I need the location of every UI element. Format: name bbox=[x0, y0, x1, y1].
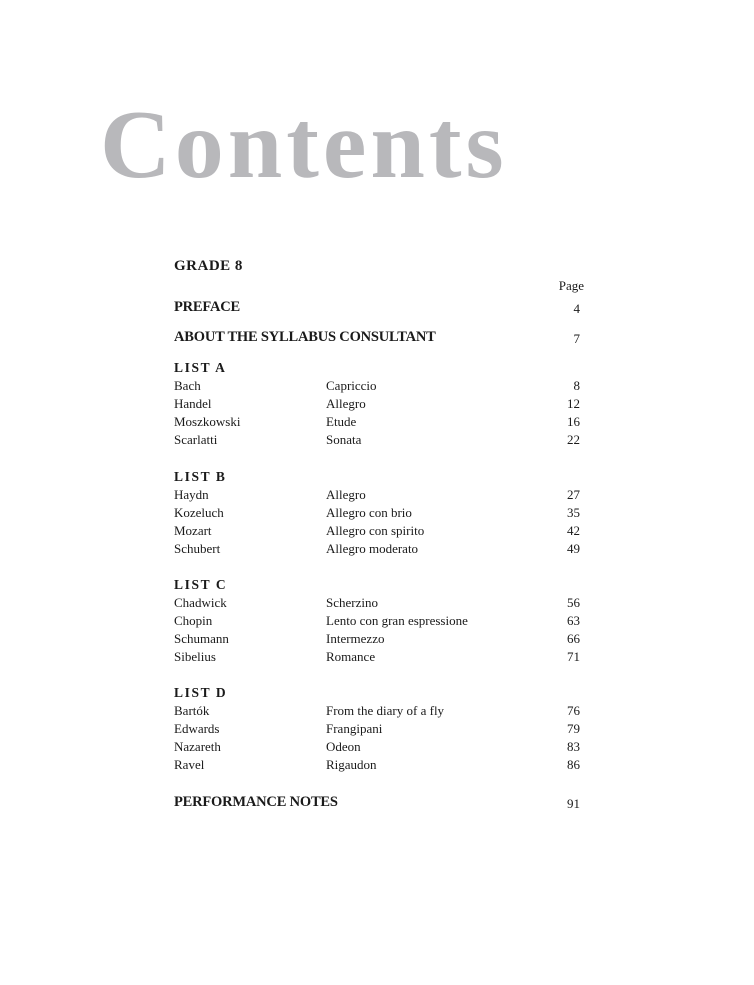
list-item bbox=[174, 721, 580, 739]
list-item bbox=[174, 739, 580, 757]
page-number: 83 bbox=[567, 739, 580, 754]
composer-name: Schumann bbox=[174, 631, 229, 646]
piece-title: From the diary of a fly bbox=[326, 703, 445, 718]
page-number: 27 bbox=[567, 487, 580, 502]
preface-entry: PREFACE bbox=[174, 299, 240, 315]
page-number: 35 bbox=[567, 505, 580, 520]
grade-heading: GRADE 8 bbox=[174, 258, 243, 274]
list-item bbox=[174, 631, 580, 649]
about-consultant-page: 7 bbox=[573, 331, 580, 346]
performance-notes-entry: PERFORMANCE NOTES bbox=[174, 794, 338, 810]
page-number: 86 bbox=[567, 757, 580, 772]
list-item bbox=[174, 523, 580, 541]
table-of-contents bbox=[174, 0, 584, 985]
composer-name: Sibelius bbox=[174, 649, 216, 664]
page-number: 16 bbox=[567, 414, 580, 429]
composer-name: Scarlatti bbox=[174, 432, 218, 447]
page-number: 76 bbox=[567, 703, 580, 718]
list-item bbox=[174, 487, 580, 505]
composer-name: Kozeluch bbox=[174, 505, 224, 520]
composer-name: Chopin bbox=[174, 613, 213, 628]
list-b-heading: LIST B bbox=[174, 469, 227, 484]
list-item bbox=[174, 378, 580, 396]
page-column-label: Page bbox=[558, 278, 584, 293]
piece-title: Intermezzo bbox=[326, 631, 385, 646]
page-number: 12 bbox=[567, 396, 580, 411]
composer-name: Ravel bbox=[174, 757, 205, 772]
composer-name: Bach bbox=[174, 378, 201, 393]
list-item bbox=[174, 505, 580, 523]
page-number: 42 bbox=[567, 523, 580, 538]
page-title: Contents bbox=[100, 91, 508, 199]
piece-title: Frangipani bbox=[326, 721, 383, 736]
list-item bbox=[174, 757, 580, 775]
list-item bbox=[174, 595, 580, 613]
composer-name: Bartók bbox=[174, 703, 210, 718]
about-consultant-entry: ABOUT THE SYLLABUS CONSULTANT bbox=[174, 329, 436, 345]
piece-title: Allegro bbox=[326, 487, 366, 502]
list-d-heading: LIST D bbox=[174, 685, 228, 700]
page-number: 56 bbox=[567, 595, 580, 610]
page-number: 66 bbox=[567, 631, 580, 646]
piece-title: Rigaudon bbox=[326, 757, 377, 772]
piece-title: Odeon bbox=[326, 739, 361, 754]
composer-name: Edwards bbox=[174, 721, 220, 736]
preface-page: 4 bbox=[573, 301, 580, 316]
list-item bbox=[174, 613, 580, 631]
piece-title: Capriccio bbox=[326, 378, 377, 393]
page-number: 8 bbox=[573, 378, 580, 393]
composer-name: Nazareth bbox=[174, 739, 221, 754]
list-item bbox=[174, 649, 580, 667]
list-a-heading: LIST A bbox=[174, 360, 227, 375]
piece-title: Sonata bbox=[326, 432, 362, 447]
composer-name: Handel bbox=[174, 396, 212, 411]
list-item bbox=[174, 541, 580, 559]
composer-name: Moszkowski bbox=[174, 414, 241, 429]
list-item bbox=[174, 703, 580, 721]
composer-name: Mozart bbox=[174, 523, 212, 538]
piece-title: Allegro bbox=[326, 396, 366, 411]
piece-title: Allegro con brio bbox=[326, 505, 412, 520]
composer-name: Chadwick bbox=[174, 595, 227, 610]
piece-title: Etude bbox=[326, 414, 357, 429]
piece-title: Allegro moderato bbox=[326, 541, 419, 556]
page-number: 49 bbox=[567, 541, 580, 556]
composer-name: Schubert bbox=[174, 541, 221, 556]
performance-notes-page: 91 bbox=[567, 796, 580, 811]
page-number: 63 bbox=[567, 613, 580, 628]
piece-title: Scherzino bbox=[326, 595, 378, 610]
page-number: 22 bbox=[567, 432, 580, 447]
list-item bbox=[174, 432, 580, 450]
page-number: 71 bbox=[567, 649, 580, 664]
piece-title: Romance bbox=[326, 649, 376, 664]
piece-title: Lento con gran espressione bbox=[326, 613, 468, 628]
list-item bbox=[174, 414, 580, 432]
list-c-heading: LIST C bbox=[174, 577, 228, 592]
composer-name: Haydn bbox=[174, 487, 209, 502]
page-number: 79 bbox=[567, 721, 580, 736]
piece-title: Allegro con spirito bbox=[326, 523, 425, 538]
list-item bbox=[174, 396, 580, 414]
